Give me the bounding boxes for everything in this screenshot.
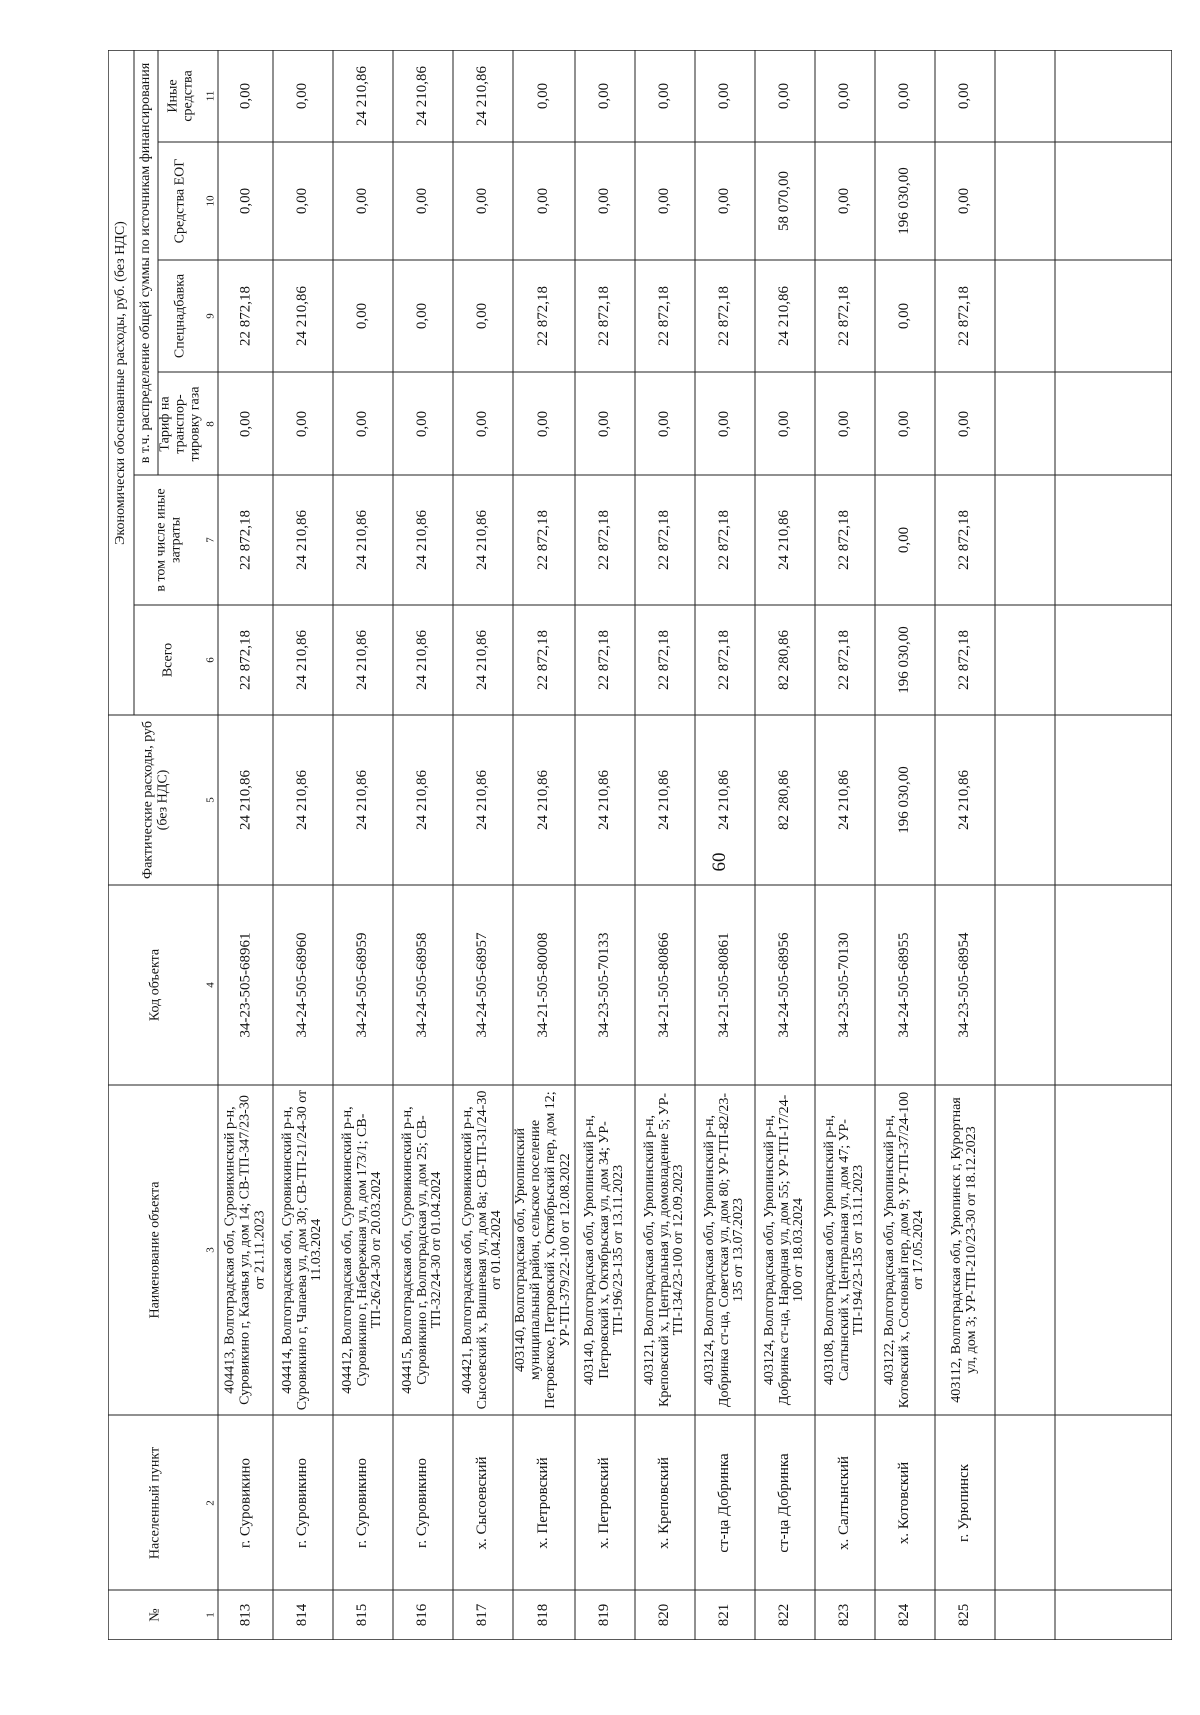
table-cell-name: 403140, Волгоградская обл, Урюпинский р-н, Петровский х, Октябрьская ул, дом 34; УР-ТП-196/23-135 от 13.11.2023	[581, 1114, 627, 1386]
table-cell-total: 22 872,18	[716, 630, 733, 690]
header-special: Спецнадбавка	[172, 273, 188, 359]
table-cell-settlement: х. Салтынский	[836, 1455, 853, 1550]
table-cell-eog: 0,00	[656, 187, 673, 215]
table-cell-name: 404414, Волгоградская обл, Суровикинский р-н, Суровикино г, Чапаева ул, дом 30; СВ-ТП-21/24-30 от 11.03.2024	[279, 1089, 325, 1411]
column-index: 8	[203, 420, 216, 427]
table-cell-total: 24 210,86	[354, 630, 371, 690]
column-index: 9	[203, 313, 216, 319]
table-cell-eog: 0,00	[716, 187, 733, 215]
table-cell-funds: 0,00	[836, 82, 853, 110]
table-cell-other: 24 210,86	[294, 510, 311, 570]
table-cell-code: 34-24-505-68955	[896, 932, 913, 1038]
table-cell-total: 24 210,86	[414, 630, 431, 690]
table-cell-code: 34-23-505-68954	[956, 932, 973, 1038]
table-cell-name: 403140, Волгоградская обл, Урюпинский муниципальный район, сельское поселение Петровское, Петровский х, Октябрьский пер, дом 12; УР-ТП-379/22-100 от 12.08.2022	[513, 1091, 573, 1409]
table-cell-settlement: г. Урюпинск	[956, 1463, 973, 1542]
table-cell-funds: 0,00	[656, 82, 673, 110]
table-cell-tariff: 0,00	[294, 410, 311, 437]
table-cell-other: 24 210,86	[354, 510, 371, 570]
table-cell-n: 816	[414, 1603, 431, 1627]
table-cell-funds: 0,00	[236, 82, 253, 110]
header-other-costs: в том числе иные затраты	[152, 488, 183, 592]
table-cell-funds: 24 210,86	[474, 66, 491, 126]
table-cell-tariff: 0,00	[596, 410, 613, 437]
table-cell-code: 34-24-505-68956	[776, 932, 793, 1038]
column-index: 4	[203, 982, 216, 988]
table-cell-code: 34-24-505-68960	[294, 932, 311, 1038]
column-index: 10	[203, 195, 216, 207]
table-cell-funds: 0,00	[956, 82, 973, 110]
table-cell-funds: 24 210,86	[354, 66, 371, 126]
table-cell-code: 34-21-505-80008	[535, 932, 552, 1038]
table-cell-n: 819	[596, 1603, 613, 1627]
table-cell-n: 817	[474, 1603, 491, 1627]
table-cell-actual: 24 210,86	[414, 770, 431, 830]
table-cell-name: 404413, Волгоградская обл, Суровикинский р-н, Суровикино г, Казачья ул, дом 14; СВ-ТП-347/23-30 от 21.11.2023	[222, 1095, 267, 1405]
table-cell-tariff: 0,00	[716, 410, 733, 437]
table-cell-eog: 0,00	[596, 187, 613, 215]
table-cell-actual: 24 210,86	[474, 770, 491, 830]
header-total: Всего	[160, 642, 176, 678]
column-index: 1	[203, 1612, 216, 1618]
header-name: Наименование объекта	[147, 1181, 163, 1319]
table-cell-eog: 0,00	[414, 187, 431, 215]
table-cell-n: 818	[535, 1603, 552, 1627]
table-cell-other: 22 872,18	[535, 510, 552, 570]
table-cell-other: 22 872,18	[596, 510, 613, 570]
table-cell-tariff: 0,00	[354, 410, 371, 437]
table-cell-funds: 0,00	[716, 82, 733, 110]
header-econ: Экономически обоснованные расходы, руб. (без НДС)	[112, 220, 128, 545]
table-cell-actual: 24 210,86	[656, 770, 673, 830]
table-cell-n: 825	[956, 1603, 973, 1627]
table-cell-special: 22 872,18	[236, 286, 253, 346]
table-cell-eog: 0,00	[535, 187, 552, 215]
table-cell-actual: 24 210,86	[836, 770, 853, 830]
table-cell-other: 22 872,18	[656, 510, 673, 570]
table-cell-other: 22 872,18	[716, 510, 733, 570]
table-cell-total: 22 872,18	[236, 630, 253, 690]
table-cell-tariff: 0,00	[414, 410, 431, 437]
table-cell-other: 0,00	[896, 526, 913, 554]
table-cell-name: 403121, Волгоградская обл, Урюпинский р-н, Креповский х, Центральная ул, домовладение 5; УР-ТП-134/23-100 от 12.09.2023	[641, 1092, 687, 1408]
table-cell-actual: 24 210,86	[294, 770, 311, 830]
table-cell-eog: 0,00	[474, 187, 491, 215]
table-cell-eog: 0,00	[236, 187, 253, 215]
table-cell-eog: 58 070,00	[776, 171, 793, 231]
header-eog: Средства ЕОГ	[172, 158, 188, 244]
table-cell-special: 22 872,18	[836, 286, 853, 346]
table-cell-n: 815	[354, 1603, 371, 1627]
table-cell-special: 22 872,18	[716, 286, 733, 346]
table-cell-settlement: х. Петровский	[596, 1456, 613, 1549]
table-cell-name: 404412, Волгоградская обл, Суровикинский р-н, Суровикино г, Набережная ул, дом 173/1; СВ-ТП-26/24-30 от 20.03.2024	[339, 1106, 385, 1394]
table-cell-name: 403124, Волгоградская обл, Урюпинский р-н, Добринка ст-ца, Народная ул, дом 55; УР-ТП-17/24-100 от 18.03.2024	[761, 1094, 807, 1406]
data-table	[108, 50, 1172, 1640]
table-cell-settlement: г. Суровикино	[294, 1457, 311, 1548]
table-cell-name: 403108, Волгоградская обл, Урюпинский р-н, Салтынский х, Центральная ул, дом 47; УР-ТП-194/23-135 от 13.11.2023	[821, 1114, 867, 1386]
header-tariff: Тариф на транспор-тировку газа	[157, 385, 202, 462]
table-cell-total: 22 872,18	[956, 630, 973, 690]
table-cell-total: 22 872,18	[535, 630, 552, 690]
table-cell-settlement: х. Котовский	[896, 1461, 913, 1544]
table-cell-settlement: х. Креповский	[656, 1456, 673, 1549]
table-cell-actual: 82 280,86	[776, 770, 793, 830]
table-cell-settlement: г. Суровикино	[354, 1457, 371, 1548]
header-num: №	[147, 1608, 163, 1622]
table-cell-name: 404415, Волгоградская обл, Суровикинский р-н, Суровикино г, Волгоградская ул, дом 25; СВ-ТП-32/24-30 от 01.04.2024	[399, 1106, 445, 1394]
table-cell-funds: 0,00	[776, 82, 793, 110]
table-cell-total: 22 872,18	[656, 630, 673, 690]
table-cell-code: 34-21-505-80861	[716, 932, 733, 1038]
header-actual: Фактические расходы, руб (без НДС)	[139, 721, 170, 879]
table-cell-other: 22 872,18	[836, 510, 853, 570]
table-cell-tariff: 0,00	[956, 410, 973, 437]
table-cell-special: 0,00	[896, 302, 913, 330]
table-cell-actual: 24 210,86	[956, 770, 973, 830]
table-cell-actual: 196 030,00	[896, 766, 913, 834]
table-cell-special: 24 210,86	[776, 286, 793, 346]
table-cell-name: 403112, Волгоградская обл, Урюпинск г, Курортная ул, дом 3; УР-ТП-210/23-30 от 18.12.2023	[949, 1097, 979, 1403]
table-cell-total: 24 210,86	[294, 630, 311, 690]
table-cell-funds: 0,00	[294, 82, 311, 110]
table-cell-funds: 24 210,86	[414, 66, 431, 126]
table-cell-funds: 0,00	[896, 82, 913, 110]
table-cell-code: 34-23-505-70130	[836, 932, 853, 1038]
column-index: 2	[203, 1499, 216, 1506]
table-cell-code: 34-21-505-80866	[656, 932, 673, 1038]
table-cell-eog: 0,00	[354, 187, 371, 215]
table-cell-tariff: 0,00	[836, 410, 853, 437]
table-cell-special: 22 872,18	[535, 286, 552, 346]
table-cell-special: 0,00	[414, 302, 431, 330]
table-cell-special: 24 210,86	[294, 286, 311, 346]
table-cell-name: 404421, Волгоградская обл, Суровикинский р-н, Сысоевский х, Вишневая ул, дом 8а; СВ-ТП-31/24-30 от 01.04.2024	[459, 1090, 505, 1410]
table-cell-tariff: 0,00	[474, 410, 491, 437]
table-cell-total: 24 210,86	[474, 630, 491, 690]
table-cell-code: 34-24-505-68958	[414, 932, 431, 1038]
table-cell-eog: 0,00	[956, 187, 973, 215]
table-cell-n: 813	[236, 1603, 253, 1627]
table-cell-settlement: х. Петровский	[535, 1456, 552, 1549]
table-cell-code: 34-24-505-68959	[354, 932, 371, 1038]
table-cell-tariff: 0,00	[236, 410, 253, 437]
table-cell-n: 814	[294, 1603, 311, 1627]
table-cell-n: 822	[776, 1603, 793, 1627]
table-cell-special: 22 872,18	[596, 286, 613, 346]
column-index: 3	[203, 1247, 216, 1253]
header-distribution: в т.ч. распределение общей суммы по источникам финансирования	[137, 62, 153, 463]
table-cell-total: 22 872,18	[596, 630, 613, 690]
table-cell-total: 82 280,86	[776, 630, 793, 690]
column-index: 11	[203, 90, 216, 102]
table-cell-settlement: г. Суровикино	[236, 1457, 253, 1548]
table-cell-total: 196 030,00	[896, 626, 913, 694]
table-cell-settlement: г. Суровикино	[414, 1457, 431, 1548]
table-cell-total: 22 872,18	[836, 630, 853, 690]
table-cell-other: 24 210,86	[414, 510, 431, 570]
table-cell-actual: 24 210,86	[354, 770, 371, 830]
table-cell-actual: 24 210,86	[236, 770, 253, 830]
table-cell-tariff: 0,00	[535, 410, 552, 437]
table-cell-other: 22 872,18	[956, 510, 973, 570]
table-cell-name: 403122, Волгоградская обл, Урюпинский р-н, Котовский х, Сосновый пер, дом 9; УР-ТП-37/24-100 от 17.05.2024	[881, 1091, 927, 1409]
table-cell-code: 34-23-505-68961	[236, 932, 253, 1038]
table-cell-other: 22 872,18	[236, 510, 253, 570]
table-cell-settlement: х. Сысоевский	[474, 1455, 491, 1550]
table-cell-tariff: 0,00	[656, 410, 673, 437]
table-cell-code: 34-23-505-70133	[596, 932, 613, 1038]
header-other-funds: Иные средства	[164, 70, 195, 122]
table-cell-actual: 24 210,86	[535, 770, 552, 830]
table-cell-tariff: 0,00	[776, 410, 793, 437]
column-index: 5	[203, 797, 216, 803]
table-cell-name: 403124, Волгоградская обл, Урюпинский р-н, Добринка ст-ца, Советская ул, дом 80; УР-ТП-82/23-135 от 13.07.2023	[701, 1092, 747, 1408]
table-cell-settlement: ст-ца Добринка	[716, 1452, 733, 1553]
table-cell-n: 823	[836, 1603, 853, 1627]
table-cell-special: 0,00	[354, 302, 371, 330]
column-index: 7	[203, 537, 216, 543]
table-cell-special: 22 872,18	[956, 286, 973, 346]
table-cell-other: 24 210,86	[474, 510, 491, 570]
header-code: Код объекта	[147, 948, 163, 1022]
table-cell-eog: 196 030,00	[896, 167, 913, 235]
table-cell-tariff: 0,00	[896, 410, 913, 437]
table-cell-funds: 0,00	[596, 82, 613, 110]
table-cell-n: 820	[656, 1603, 673, 1627]
table-cell-n: 824	[896, 1603, 913, 1627]
table-cell-special: 22 872,18	[656, 286, 673, 346]
table-cell-actual: 24 210,86	[596, 770, 613, 830]
table-cell-eog: 0,00	[836, 187, 853, 215]
table-cell-special: 0,00	[474, 302, 491, 330]
table-cell-n: 821	[716, 1603, 733, 1627]
page-number: 60	[709, 852, 730, 872]
table-cell-settlement: ст-ца Добринка	[776, 1452, 793, 1553]
header-settlement: Населенный пункт	[147, 1446, 163, 1559]
table-cell-code: 34-24-505-68957	[474, 932, 491, 1038]
table-cell-actual: 24 210,86	[716, 770, 733, 830]
table-cell-funds: 0,00	[535, 82, 552, 110]
column-index: 6	[203, 657, 216, 663]
table-cell-other: 24 210,86	[776, 510, 793, 570]
table-cell-eog: 0,00	[294, 187, 311, 215]
